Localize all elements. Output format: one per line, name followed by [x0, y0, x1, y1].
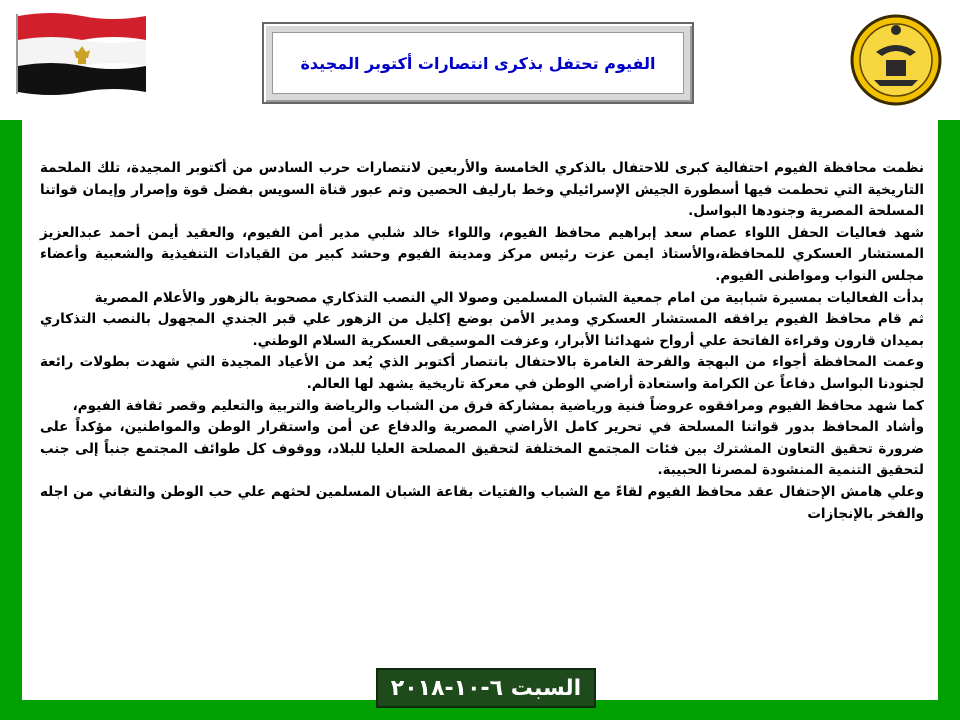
governorate-logo-icon — [846, 10, 946, 110]
article-body — [40, 158, 924, 525]
date-label: السبت ٦-١٠-٢٠١٨ — [390, 675, 582, 701]
page-title: الفيوم تحتفل بذكرى انتصارات أكتوبر المجيدة — [300, 53, 656, 73]
article-paragraph: وعلي هامش الإحتفال عقد محافظ الفيوم لقاءً مع الشباب والفتيات بقاعة الشبان المسلمين لحثهم علي حب الوطن والتفاني من اجله والفخر بالإنجازات — [40, 483, 924, 522]
article-paragraph: وأشاد المحافظ بدور قواتنا المسلحة في تحرير كامل الأراضي المصرية والدفاع عن أمن واستقرار الوطن والمواطنين، مؤكداً على ضرورة تحقيق التعاون المشترك بين فئات المجتمع المختلفة لتحقيق المصلحة العليا للبلاد، ووقوف كل طوائف المجتمع جنباً إلى جنب لتحقيق التنمية المنشودة لمصرنا الحبيبة. — [40, 419, 924, 479]
article-paragraph: بدأت الفعاليات بمسيرة شبابية من امام جمعية الشبان المسلمين وصولا الي النصب التذكاري مصحوبة بالزهور والأعلام المصرية — [94, 289, 924, 306]
article-paragraph: كما شهد محافظ الفيوم ومرافقوه عروضاً فنية ورياضية بمشاركة فرق من الشباب والرياضة والتربية والتعليم وقصر ثقافة الفيوم، — [72, 397, 924, 414]
title-inner — [272, 32, 684, 94]
date-banner — [376, 668, 596, 708]
egypt-flag-icon — [12, 10, 152, 98]
article-paragraph: شهد فعاليات الحفل اللواء عصام سعد إبراهيم محافظ الفيوم، واللواء خالد شلبي مدير أمن الفيوم، والعقيد أيمن أحمد عبدالعزيز المستشار العسكري للمحافظة،والأستاذ ايمن عزت رئيس مركز ومدينة الفيوم وحشد كبير من القيادات التنفيذية والشعبية وأعضاء مجلس النواب ومواطنى الفيوم. — [40, 224, 924, 284]
title-box — [262, 22, 694, 104]
article-paragraph: ثم قام محافظ الفيوم يرافقه المستشار العسكري ومدير الأمن بوضع إكليل من الزهور علي قبر الجندي المجهول بالنصب التذكاري بميدان قارون وقراءة الفاتحة علي أرواح شهدائنا الأبرار، وعزفت الموسيقى العسكرية السلام الوطني. — [40, 311, 924, 349]
article-paragraph: وعمت المحافظة أجواء من البهجة والفرحة الغامرة بالاحتفال بانتصار أكتوبر الذي يُعد من الأعياد المجيدة التي شهدت بطولات رائعة لجنودنا البواسل دفاعاً عن الكرامة واستعادة أراضي الوطن في معركة تاريخية يشهد لها العالم. — [40, 354, 924, 392]
header — [0, 0, 960, 120]
article-paragraph: نظمت محافظة الفيوم احتفالية كبرى للاحتفال بالذكري الخامسة والأربعين لانتصارات حرب السادس من أكتوبر المجيدة، تلك الملحمة التاريخية التي تحطمت فيها أسطورة الجيش الإسرائيلي وخط بارليف الحصين وتم عبور قناة السويس بفضل قوة وإصرار وإيمان قواتنا المسلحة المصرية وجنودها البواسل. — [40, 160, 924, 220]
